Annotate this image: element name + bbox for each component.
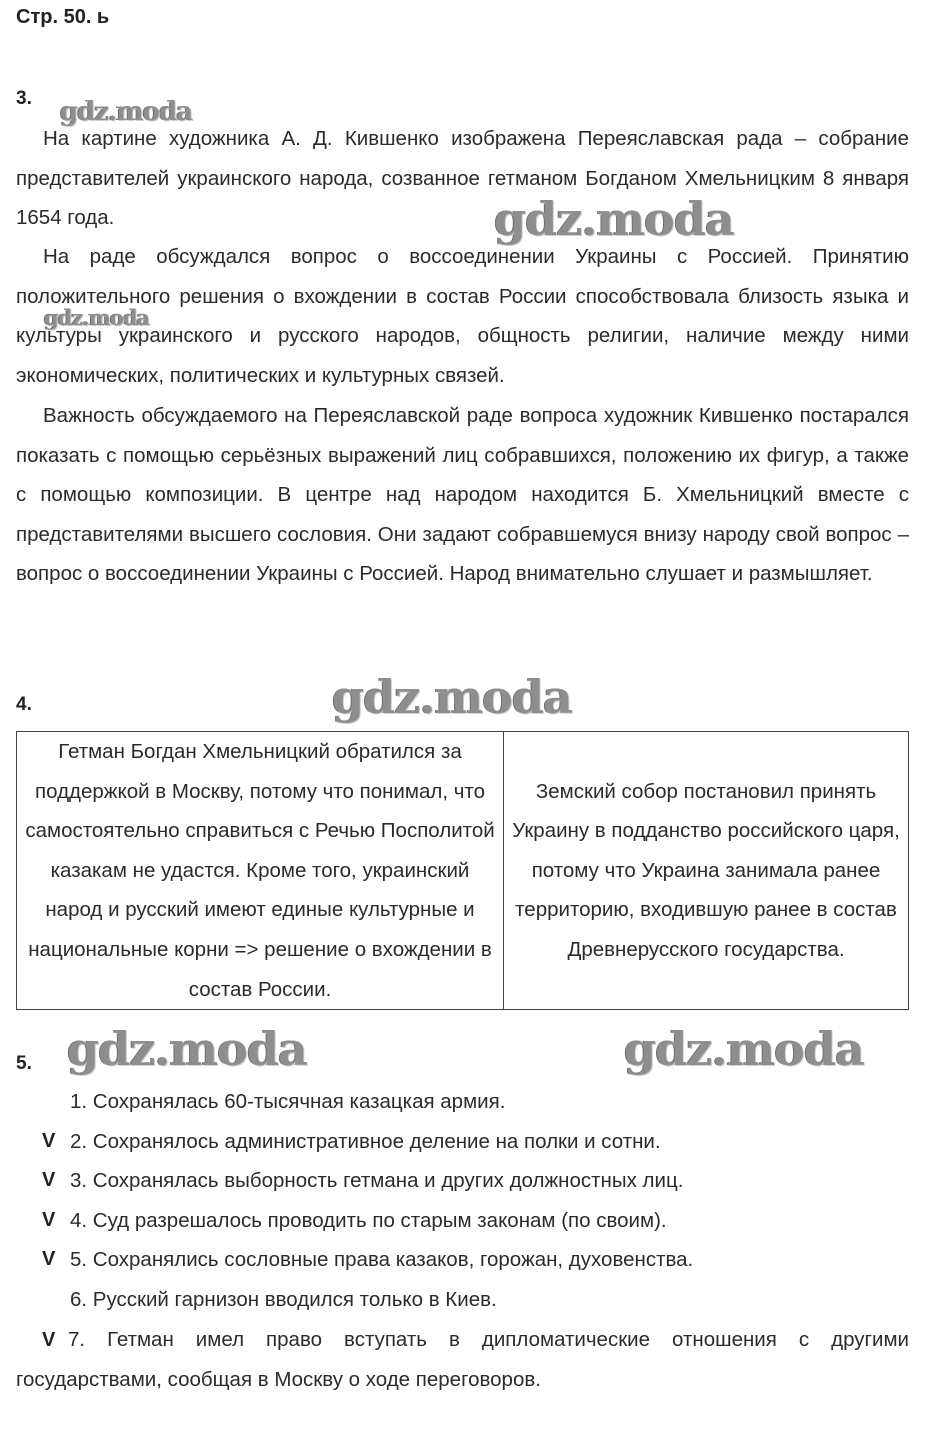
list-item-text: 3. Сохранялась выборность гетмана и других должностных лиц.	[70, 1169, 684, 1193]
watermark-logo: gdz.moda	[494, 192, 734, 246]
check-mark: V	[42, 1208, 56, 1231]
watermark-logo: gdz.moda	[60, 97, 193, 127]
list-item-text: 5. Сохранялись сословные права казаков, горожан, духовенства.	[70, 1248, 694, 1272]
list-item-text: 6. Русский гарнизон вводился только в Киев.	[70, 1287, 497, 1311]
table-cell-hmelnitsky: Гетман Богдан Хмельницкий обратился за поддержкой в Москву, потому что понимал, что самостоятельно справиться с Речью Посполитой казакам не удастся. Кроме того, украинский народ и русский имеют единые культурные и национальные корни => решение о вхождении в состав России.	[17, 732, 504, 1010]
section-3-paragraph-2: На раде обсуждался вопрос о воссоединении Украины с Россией. Принятию положительного решения о вхождении в состав России способствовала близость языка и культуры украинского и русского народов, общность религии, наличие между ними экономических, политических и культурных связей.	[16, 245, 909, 387]
conditions-list	[16, 1082, 909, 1400]
watermark-logo: gdz.moda	[67, 1022, 307, 1076]
section-3-number: 3.	[16, 88, 32, 109]
section-3-paragraph-1: На картине художника А. Д. Кившенко изображена Переяславская рада – собрание представителей украинского народа, созванное гетманом Богданом Хмельницким 8 января 1654 года.	[16, 127, 909, 230]
list-item	[16, 1240, 909, 1280]
check-mark: V	[42, 1169, 56, 1192]
list-item-text: 7. Гетман имел право вступать в дипломатические отношения с другими государствами, сообщая в Москву о ходе переговоров.	[16, 1327, 909, 1392]
list-item	[16, 1082, 909, 1122]
section-3-paragraph-3: Важность обсуждаемого на Переяславской раде вопроса художник Кившенко постарался показать с помощью серьёзных выражений лиц собравшихся, положению их фигур, а также с помощью композиции. В центре над народом находится Б. Хмельницкий вместе с представителями высшего сословия. Они задают собравшемуся внизу народу свой вопрос – вопрос о воссоединении Украины с Россией. Народ внимательно слушает и размышляет.	[16, 404, 909, 586]
check-mark: V	[42, 1129, 56, 1152]
section-4-number: 4.	[16, 694, 32, 715]
table-cell-zemsky-sobor: Земский собор постановил принять Украину в подданство российского царя, потому что Украина занимала ранее территорию, входившую ранее в состав Древнерусского государства.	[504, 732, 909, 1010]
watermark-logo: gdz.moda	[332, 670, 572, 724]
list-item	[16, 1280, 909, 1320]
list-item-text: 4. Суд разрешалось проводить по старым законам (по своим).	[70, 1208, 667, 1232]
answer-table	[16, 731, 909, 1010]
section-5-number: 5.	[16, 1053, 32, 1074]
list-item-text: 2. Сохранялось административное деление на полки и сотни.	[70, 1129, 661, 1153]
watermark-logo: gdz.moda	[624, 1022, 864, 1076]
list-item	[16, 1320, 909, 1400]
check-mark: V	[42, 1248, 56, 1271]
list-item	[16, 1122, 909, 1162]
list-item-text: 1. Сохранялась 60-тысячная казацкая армия.	[70, 1090, 506, 1113]
watermark-logo: gdz.moda	[44, 305, 150, 330]
table-row	[17, 732, 909, 1010]
check-mark: V	[42, 1328, 56, 1351]
page-header: Стр. 50. ь	[16, 6, 110, 28]
list-item	[16, 1161, 909, 1201]
list-item	[16, 1201, 909, 1241]
